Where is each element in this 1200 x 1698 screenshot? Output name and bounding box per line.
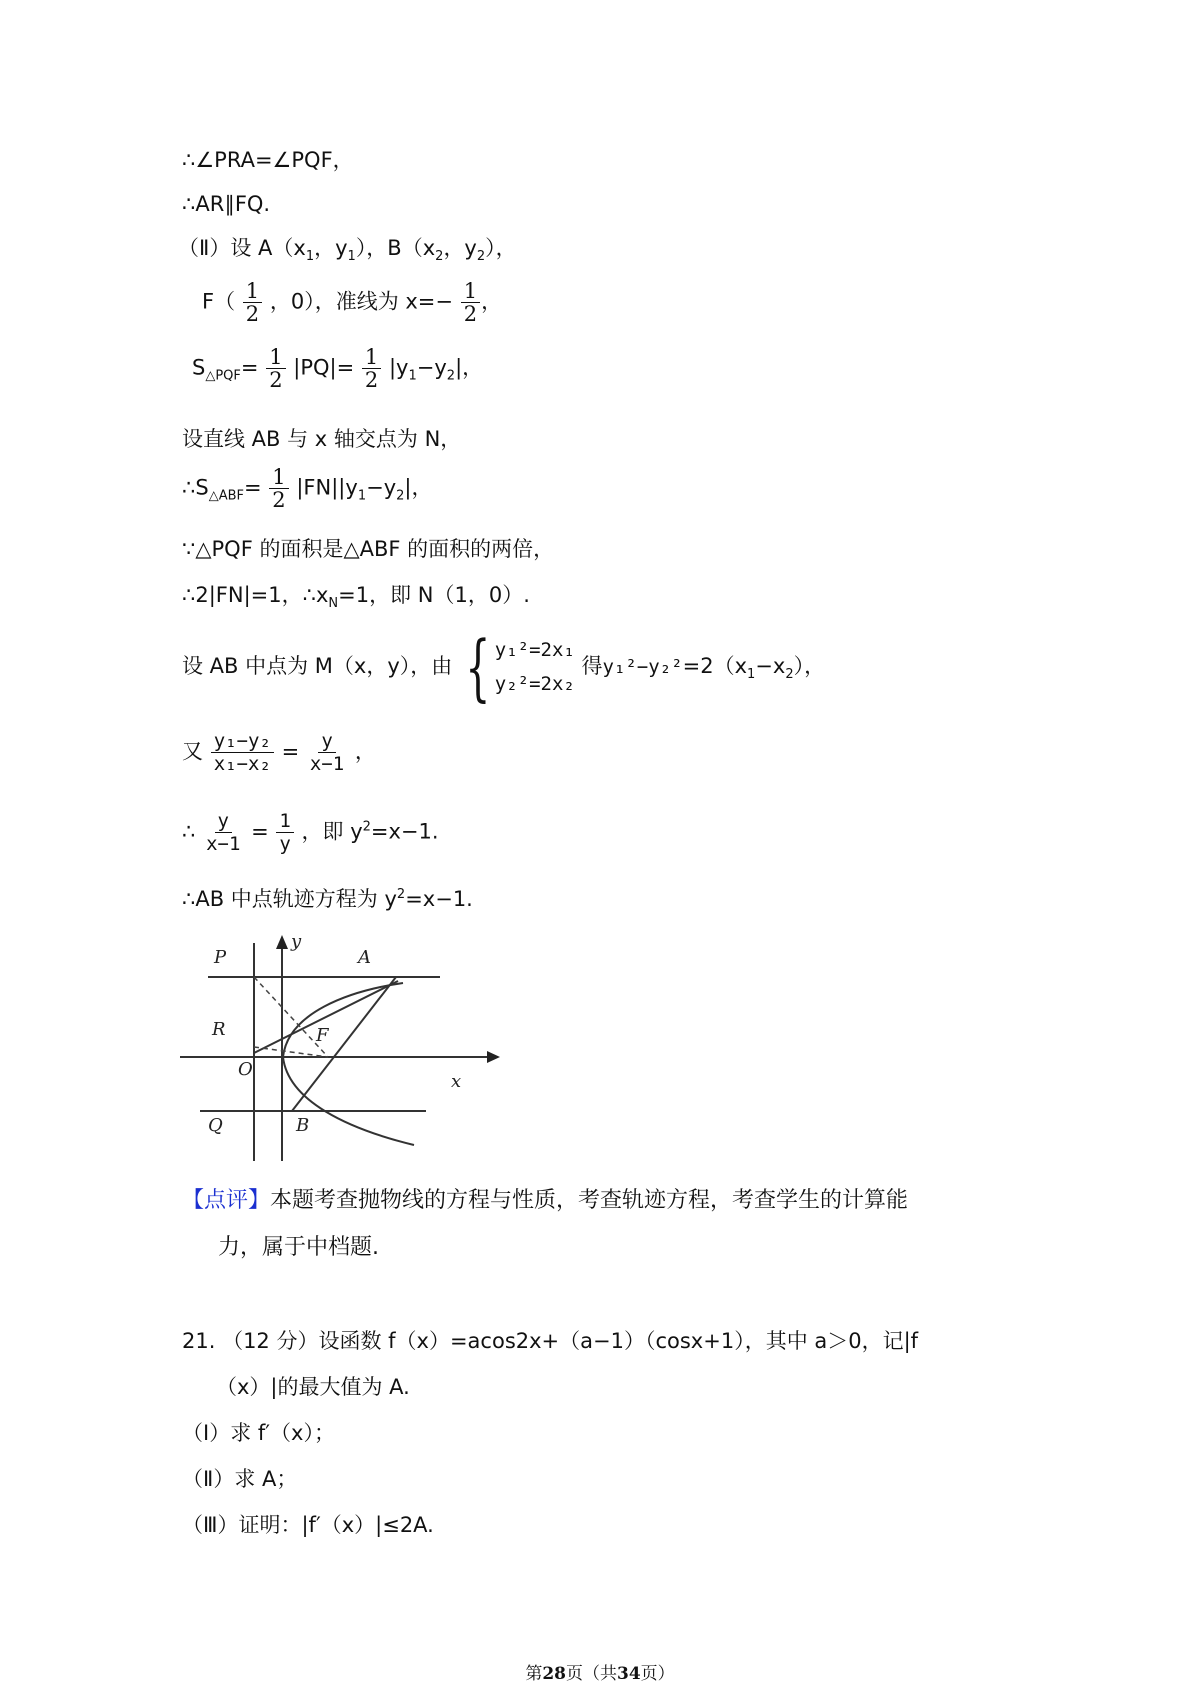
question-21-part-1 <box>182 1418 335 1448</box>
text: 21. （12 分）设函数 f（x）=acos2x+（a−1）（cosx+1），其中 a＞0，记|f <box>182 1329 919 1353</box>
footer-text: 页） <box>640 1664 675 1684</box>
denominator: 2 <box>245 302 260 326</box>
minus-sign: − <box>435 289 454 314</box>
fraction <box>266 346 285 391</box>
text: S <box>192 355 206 380</box>
subscript: 1 <box>408 368 417 384</box>
text: |， <box>455 355 484 380</box>
text: ∴AB 中点轨迹方程为 y <box>182 887 397 911</box>
subscript: △PQF <box>205 368 241 384</box>
question-21-part-3 <box>182 1510 434 1540</box>
text: （x）|的最大值为 A. <box>216 1375 410 1399</box>
denominator: 2 <box>269 368 283 392</box>
equation-system <box>459 625 575 709</box>
parabola-figure <box>178 933 518 1165</box>
subscript: 1 <box>305 249 315 265</box>
subscript: △ABF <box>208 488 244 504</box>
text: ，0），准线为 x= <box>269 289 436 314</box>
subscript: 2 <box>785 667 794 683</box>
total-pages: 34 <box>617 1664 641 1684</box>
text: ，y <box>314 236 348 260</box>
text: = <box>251 819 269 844</box>
text: ∴S <box>182 475 209 500</box>
x-axis-arrow <box>487 1051 500 1063</box>
subscript: 1 <box>347 249 356 265</box>
fraction <box>461 280 480 325</box>
label-p: P <box>214 947 227 968</box>
grid-lines <box>200 943 440 1161</box>
label-f: F <box>316 1025 329 1046</box>
denominator: 2 <box>364 368 379 392</box>
system-equation-2: y₂²=2x₂ <box>494 673 575 695</box>
solution-line-9 <box>182 580 530 619</box>
text: =2（x <box>682 654 748 678</box>
numerator: 1 <box>362 346 381 369</box>
page-footer <box>0 1659 1200 1684</box>
solution-line-13 <box>182 880 473 914</box>
numerator: 1 <box>243 280 262 303</box>
text: ）， <box>793 654 826 678</box>
denominator: x₁−x₂ <box>213 753 271 775</box>
text: ∴∠PRA=∠PQF， <box>182 148 354 172</box>
text: ∴AR∥FQ. <box>182 192 271 216</box>
label-r: R <box>212 1019 226 1040</box>
solution-line-2 <box>182 189 270 219</box>
subscript: N <box>328 596 339 612</box>
text: = <box>281 739 300 764</box>
fraction <box>243 280 262 325</box>
text: = <box>244 475 262 500</box>
solution-line-10 <box>182 626 825 715</box>
text: （Ⅱ）设 A（x <box>178 236 306 260</box>
point-labels <box>208 933 461 1136</box>
text: 又 <box>182 739 203 764</box>
text: F（ <box>202 289 236 314</box>
comment-text-2: 力，属于中档题. <box>218 1235 379 1260</box>
question-21-part-2 <box>182 1464 297 1494</box>
system-rows <box>495 633 575 701</box>
text: ∴ <box>182 819 196 844</box>
left-brace: { <box>465 625 491 709</box>
fraction <box>307 730 347 775</box>
solution-line-11 <box>182 730 376 775</box>
text: |PQ|= <box>293 355 355 380</box>
comment-text: 本题考查抛物线的方程与性质，考查轨迹方程，考查学生的计算能 <box>270 1188 909 1213</box>
denominator: y <box>279 833 291 855</box>
text: （Ⅲ）证明：|f′（x）|≤2A. <box>182 1513 434 1537</box>
text: −y <box>416 355 447 380</box>
text: ）， <box>485 236 517 260</box>
subscript: 2 <box>476 249 486 265</box>
numerator: 1 <box>276 810 293 833</box>
solution-line-7 <box>182 466 432 512</box>
denominator: x−1 <box>206 833 241 855</box>
text: 设直线 AB 与 x 轴交点为 N， <box>182 427 462 451</box>
solution-line-5 <box>192 346 483 392</box>
comment-line-2 <box>218 1233 379 1263</box>
text: ∵△PQF 的面积是△ABF 的面积的两倍， <box>182 537 555 561</box>
text: （Ⅰ）求 f′（x）； <box>182 1421 335 1445</box>
numerator: 1 <box>266 346 285 369</box>
text: =1，即 N（1，0）. <box>338 583 530 607</box>
solution-line-8 <box>182 534 554 564</box>
superscript: 2 <box>396 887 406 902</box>
text: −y <box>366 475 397 500</box>
solution-line-3 <box>178 233 517 272</box>
question-21-line-1 <box>182 1326 918 1356</box>
text: ∴2|FN|=1，∴x <box>182 583 329 607</box>
denominator: 2 <box>272 488 286 512</box>
solution-line-12 <box>182 810 439 855</box>
numerator: 1 <box>461 280 480 303</box>
label-b: B <box>296 1115 310 1136</box>
text: （Ⅱ）求 A； <box>182 1467 298 1491</box>
fraction <box>269 466 288 511</box>
text: ， <box>481 289 503 314</box>
dashed-r-f <box>254 1047 328 1057</box>
system-equation-1: y₁²=2x₁ <box>494 639 575 661</box>
solution-line-6 <box>182 424 461 454</box>
numerator: y <box>215 810 232 833</box>
text: ，y <box>443 236 477 260</box>
fraction <box>362 346 381 391</box>
page-number: 28 <box>542 1664 566 1684</box>
subscript: 2 <box>435 249 444 265</box>
text: |y <box>388 355 409 380</box>
subscript: 2 <box>396 488 405 504</box>
footer-text: 第 <box>525 1664 543 1684</box>
text: =x−1. <box>405 887 473 911</box>
question-21-line-2 <box>216 1372 410 1402</box>
fraction <box>276 810 293 855</box>
text: −x <box>755 654 786 678</box>
comment-line-1 <box>182 1186 908 1216</box>
solution-line-1 <box>182 145 354 175</box>
text: 设 AB 中点为 M（x，y），由 <box>182 654 453 678</box>
subscript: 1 <box>747 667 756 683</box>
text: |FN||y <box>296 475 358 500</box>
solution-line-4 <box>202 280 502 325</box>
text: ，即 y <box>301 819 363 844</box>
text: ），B（x <box>355 236 436 260</box>
numerator: y <box>318 730 335 753</box>
label-a: A <box>358 947 371 968</box>
numerator: 1 <box>269 466 288 489</box>
fraction <box>203 810 243 855</box>
fraction <box>211 730 274 775</box>
numerator: y₁−y₂ <box>211 730 274 753</box>
label-y: y <box>291 933 302 952</box>
subscript: 1 <box>357 488 367 504</box>
y-axis-arrow <box>276 935 288 949</box>
label-o: O <box>238 1059 253 1080</box>
text: = <box>240 355 259 380</box>
axes <box>180 943 493 1161</box>
comment-tag: 【点评】 <box>182 1188 271 1213</box>
denominator: x−1 <box>309 753 345 775</box>
footer-text: 页（共 <box>566 1664 617 1684</box>
text: =x−1. <box>370 819 439 844</box>
expression: y₁²−y₂² <box>602 656 683 678</box>
label-q: Q <box>208 1115 223 1136</box>
subscript: 2 <box>446 368 456 384</box>
label-x: x <box>451 1071 462 1092</box>
text: 得 <box>581 654 603 678</box>
superscript: 2 <box>362 819 371 835</box>
denominator: 2 <box>463 302 478 326</box>
text: |， <box>404 475 433 500</box>
text: ， <box>354 739 376 764</box>
